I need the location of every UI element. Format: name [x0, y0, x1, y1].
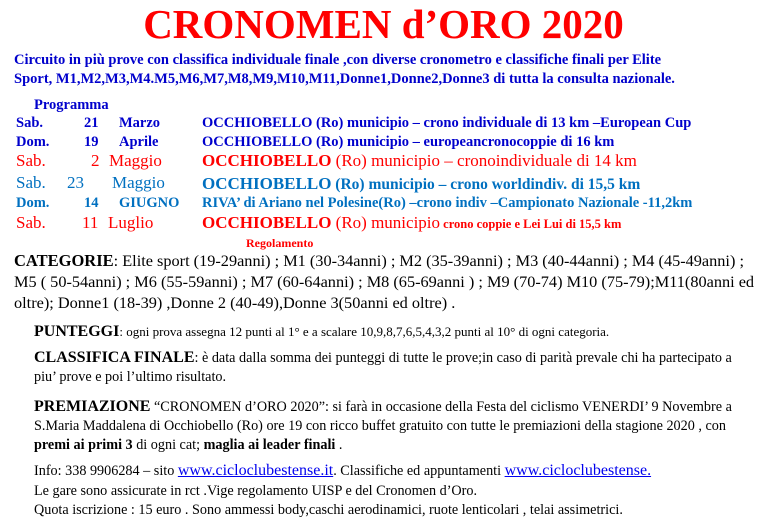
insurance-line: Le gare sono assicurate in rct .Vige regolamento UISP e del Cronomen d’Oro.: [34, 483, 478, 499]
schedule-num: 14: [84, 195, 99, 211]
schedule-desc: OCCHIOBELLO (Ro) municipio – europeancronocoppie di 16 km: [202, 134, 615, 150]
schedule-num: 21: [84, 115, 99, 131]
schedule-day: Sab.: [16, 151, 46, 170]
schedule-desc-bold: OCCHIOBELLO: [202, 174, 332, 193]
schedule-desc-small: crono coppie e Lei Lui di 15,5 km: [440, 217, 622, 231]
schedule-desc: [202, 213, 621, 233]
classifica-text: : è data dalla somma dei punteggi di tutte le prove;in caso di parità prevale chi ha partecipato a piu’ prove e poi l’ultimo risultato.: [34, 350, 732, 385]
classifica-label: CLASSIFICA FINALE: [34, 349, 195, 366]
punteggi-text: : ogni prova assegna 12 punti al 1° e a scalare 10,9,8,7,6,5,4,3,2 punti al 10° di ogni categoria.: [119, 324, 610, 339]
schedule-day: Sab.: [16, 173, 46, 192]
schedule-month: Luglio: [108, 213, 154, 232]
schedule-desc-rest: (Ro) municipio – cronoindividuale di 14 km: [331, 151, 637, 170]
schedule-month: Aprile: [119, 134, 159, 150]
schedule-day: Dom.: [16, 195, 50, 211]
schedule-desc: [202, 174, 640, 194]
schedule-desc-mid: (Ro) municipio: [331, 213, 441, 232]
premiazione-label: PREMIAZIONE: [34, 398, 151, 415]
info-prefix: Info: 338 9906284 – sito: [34, 463, 178, 479]
schedule-num: 23: [67, 173, 84, 192]
info-line: [34, 461, 651, 481]
schedule-month: GIUGNO: [119, 195, 180, 211]
schedule-num: 19: [84, 134, 99, 150]
premiazione-bold-2: maglia ai leader finali: [203, 437, 336, 453]
categorie-label: CATEGORIE: [14, 251, 114, 270]
schedule-desc: RIVA’ di Ariano nel Polesine(Ro) –crono indiv –Campionato Nazionale -11,2km: [202, 195, 693, 211]
website-link-2[interactable]: www.cicloclubestense.: [504, 462, 652, 479]
programma-heading: Programma: [34, 97, 109, 113]
schedule-desc-rest: (Ro) municipio – crono worldindiv. di 15,5 km: [331, 176, 641, 193]
premiazione-bold-1: premi ai primi 3: [34, 437, 133, 453]
schedule-desc: OCCHIOBELLO (Ro) municipio – crono individuale di 13 km –European Cup: [202, 115, 692, 131]
schedule-day: Dom.: [16, 134, 50, 150]
schedule-num: 11: [82, 213, 99, 232]
website-link[interactable]: www.cicloclubestense.it: [177, 462, 334, 479]
punteggi-label: PUNTEGGI: [34, 323, 120, 340]
intro-line-2: Sport, M1,M2,M3,M4.M5,M6,M7,M8,M9,M10,M11,Donne1,Donne2,Donne3 di tutta la consulta nazionale.: [14, 71, 675, 87]
categorie-text: : Elite sport (19-29anni) ; M1 (30-34anni) ; M2 (35-39anni) ; M3 (40-44anni) ; M4 (45-49anni) ; M5 ( 50-54anni) ; M6 (55-59anni) ; M7 (60-64anni) ; M8 (65-69anni ) ; M9 (70-74) M10 (75-79);M11(80anni ed oltre); Donne1 (18-39) ,Donne 2 (40-49),Donne 3(50anni ed oltre) .: [14, 251, 755, 312]
fee-line: Quota iscrizione : 15 euro . Sono ammessi body,caschi aerodinamici, ruote lenticolari , telai assimetrici.: [34, 502, 623, 518]
schedule-desc-bold: OCCHIOBELLO: [202, 151, 332, 170]
info-middle: . Classifiche ed appuntamenti: [333, 463, 505, 479]
classifica-section: [34, 348, 754, 387]
schedule-desc-bold: OCCHIOBELLO: [202, 213, 332, 232]
schedule-month: Maggio: [112, 173, 165, 192]
regolamento-heading: Regolamento: [246, 236, 314, 250]
schedule-day: Sab.: [16, 213, 46, 232]
premiazione-section: [34, 397, 754, 455]
page-title: CRONOMEN d’ORO 2020: [143, 1, 624, 47]
schedule-month: Marzo: [119, 115, 161, 131]
punteggi-section: [34, 322, 754, 342]
schedule-desc: [202, 151, 637, 171]
premiazione-text-1: “CRONOMEN d’ORO 2020”: si farà in occasione della Festa del ciclismo VENERDI’ 9 Novembre a S.Maria Maddalena di Occhiobello (Ro) ore 19 con ricco buffet gratuito con tutte le premiazioni della stagione 2020 , con: [34, 399, 732, 434]
schedule-day: Sab.: [16, 115, 44, 131]
categorie-section: [14, 250, 759, 313]
premiazione-text-2: di ogni cat;: [132, 437, 204, 453]
schedule-month: Maggio: [109, 151, 162, 170]
premiazione-text-3: .: [335, 437, 343, 453]
intro-line-1: Circuito in più prove con classifica individuale finale ,con diverse cronometro e classifiche finali per Elite: [14, 52, 662, 68]
schedule-num: 2: [91, 151, 100, 170]
